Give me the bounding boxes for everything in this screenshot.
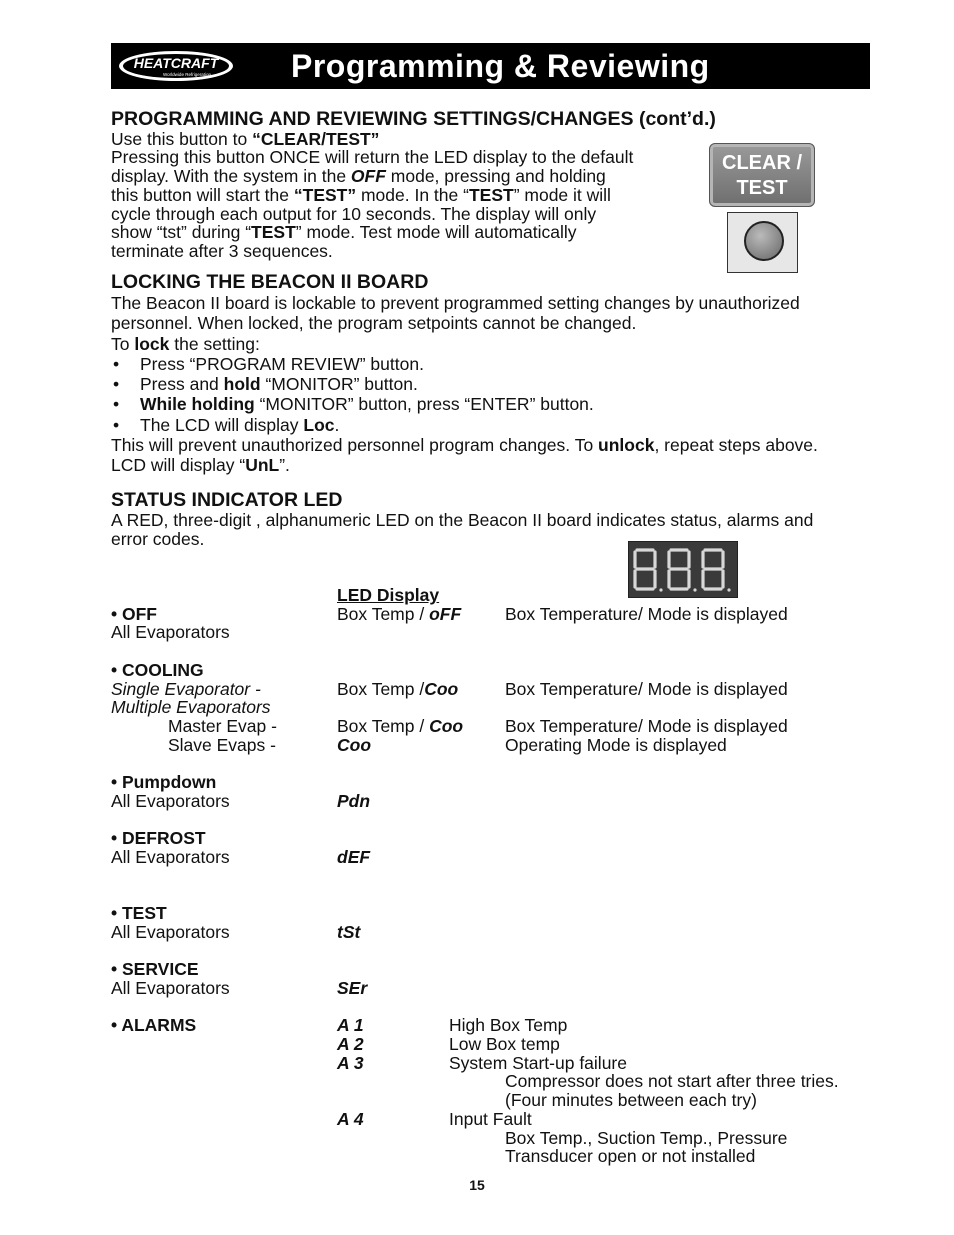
round-button-icon [744,221,784,261]
body-line: show “tst” during “TEST” mode. Test mode will automatically [111,222,577,242]
mode-subtitle: All Evaporators [111,847,230,867]
seven-segment-icon [629,542,737,597]
mode-subtitle: Slave Evaps - [168,735,276,755]
led-value: dEF [337,847,371,867]
bullet-marker: • [113,354,120,374]
page-title: Programming & Reviewing [291,48,710,84]
mode-subtitle: Single Evaporator - [111,679,261,699]
body-line: personnel. When locked, the program setpoints cannot be changed. [111,313,637,333]
mode-subtitle: All Evaporators [111,922,230,942]
body-line: A RED, three-digit , alphanumeric LED on the Beacon II board indicates status, alarms and [111,510,814,530]
alarm-description: Low Box temp [449,1034,560,1054]
body-line: The Beacon II board is lockable to prevent programmed setting changes by unauthorized [111,293,800,313]
section-heading-status-led: STATUS INDICATOR LED [111,489,343,511]
mode-description: Box Temperature/ Mode is displayed [505,679,788,699]
alarm-code: A 1 [337,1015,364,1035]
mode-title-alarms: • ALARMS [111,1015,197,1035]
alarm-description: System Start-up failure [449,1053,627,1073]
column-header-led-display: LED Display [337,585,440,605]
led-value: Box Temp /Coo [337,679,459,699]
svg-text:Worldwide Refrigeration: Worldwide Refrigeration [163,72,211,77]
led-value: Coo [337,735,372,755]
alarm-description: Input Fault [449,1109,532,1129]
mode-subtitle: All Evaporators [111,622,230,642]
page-header-bar [111,43,870,89]
list-item: Press and hold “MONITOR” button. [140,374,418,394]
alarm-detail: Compressor does not start after three tries. [505,1071,839,1091]
body-line: Use this button to “CLEAR/TEST” [111,129,380,149]
alarm-code: A 3 [337,1053,364,1073]
body-line: This will prevent unauthorized personnel program changes. To unlock, repeat steps above. [111,435,818,455]
clear-test-label-line2: TEST [736,177,788,199]
list-item: Press “PROGRAM REVIEW” button. [140,354,424,374]
body-line: this button will start the “TEST” mode. In the “TEST” mode it will [111,185,611,205]
mode-title-service: • SERVICE [111,959,199,979]
alarm-code: A 4 [337,1109,364,1129]
body-line: display. With the system in the OFF mode, pressing and holding [111,166,606,186]
led-value: tSt [337,922,361,942]
list-item: The LCD will display Loc. [140,415,340,435]
alarm-detail: (Four minutes between each try) [505,1090,757,1110]
bullet-marker: • [113,374,120,394]
mode-subtitle: All Evaporators [111,791,230,811]
mode-title-test: • TEST [111,903,167,923]
alarm-detail: Transducer open or not installed [505,1146,756,1166]
body-line: LCD will display “UnL”. [111,455,290,475]
body-line: To lock the setting: [111,334,260,354]
section-heading-programming: PROGRAMMING AND REVIEWING SETTINGS/CHANGES (cont’d.) [111,108,716,130]
mode-description: Box Temperature/ Mode is displayed [505,716,788,736]
alarm-detail: Box Temp., Suction Temp., Pressure [505,1128,788,1148]
body-line: terminate after 3 sequences. [111,241,333,261]
mode-subtitle: Master Evap - [168,716,277,736]
mode-description: Box Temperature/ Mode is displayed [505,604,788,624]
led-value: Box Temp / oFF [337,604,462,624]
mode-description: Operating Mode is displayed [505,735,727,755]
clear-test-label-line1: CLEAR / [722,152,802,174]
mode-subtitle: All Evaporators [111,978,230,998]
mode-title-defrost: • DEFROST [111,828,206,848]
alarm-description: High Box Temp [449,1015,568,1035]
led-value: Pdn [337,791,371,811]
body-line: Pressing this button ONCE will return the LED display to the default [111,147,634,167]
body-line: error codes. [111,529,205,549]
bullet-marker: • [113,394,120,414]
led-display-image [628,541,738,598]
section-heading-locking: LOCKING THE BEACON II BOARD [111,271,429,293]
mode-title-pumpdown: • Pumpdown [111,772,217,792]
led-value: Box Temp / Coo [337,716,464,736]
alarm-code: A 2 [337,1034,364,1054]
led-value: SEr [337,978,368,998]
page-number: 15 [469,1177,485,1193]
mode-title-cooling: • COOLING [111,660,204,680]
svg-text:HEATCRAFT: HEATCRAFT [133,55,219,71]
bullet-marker: • [113,415,120,435]
body-line: cycle through each output for 10 seconds. The display will only [111,204,597,224]
mode-subtitle: Multiple Evaporators [111,697,271,717]
list-item: While holding “MONITOR” button, press “ENTER” button. [140,394,594,414]
heatcraft-logo [117,49,235,83]
mode-title-off: • OFF [111,604,157,624]
clear-test-button-image [709,143,815,207]
push-button-image [727,212,798,273]
